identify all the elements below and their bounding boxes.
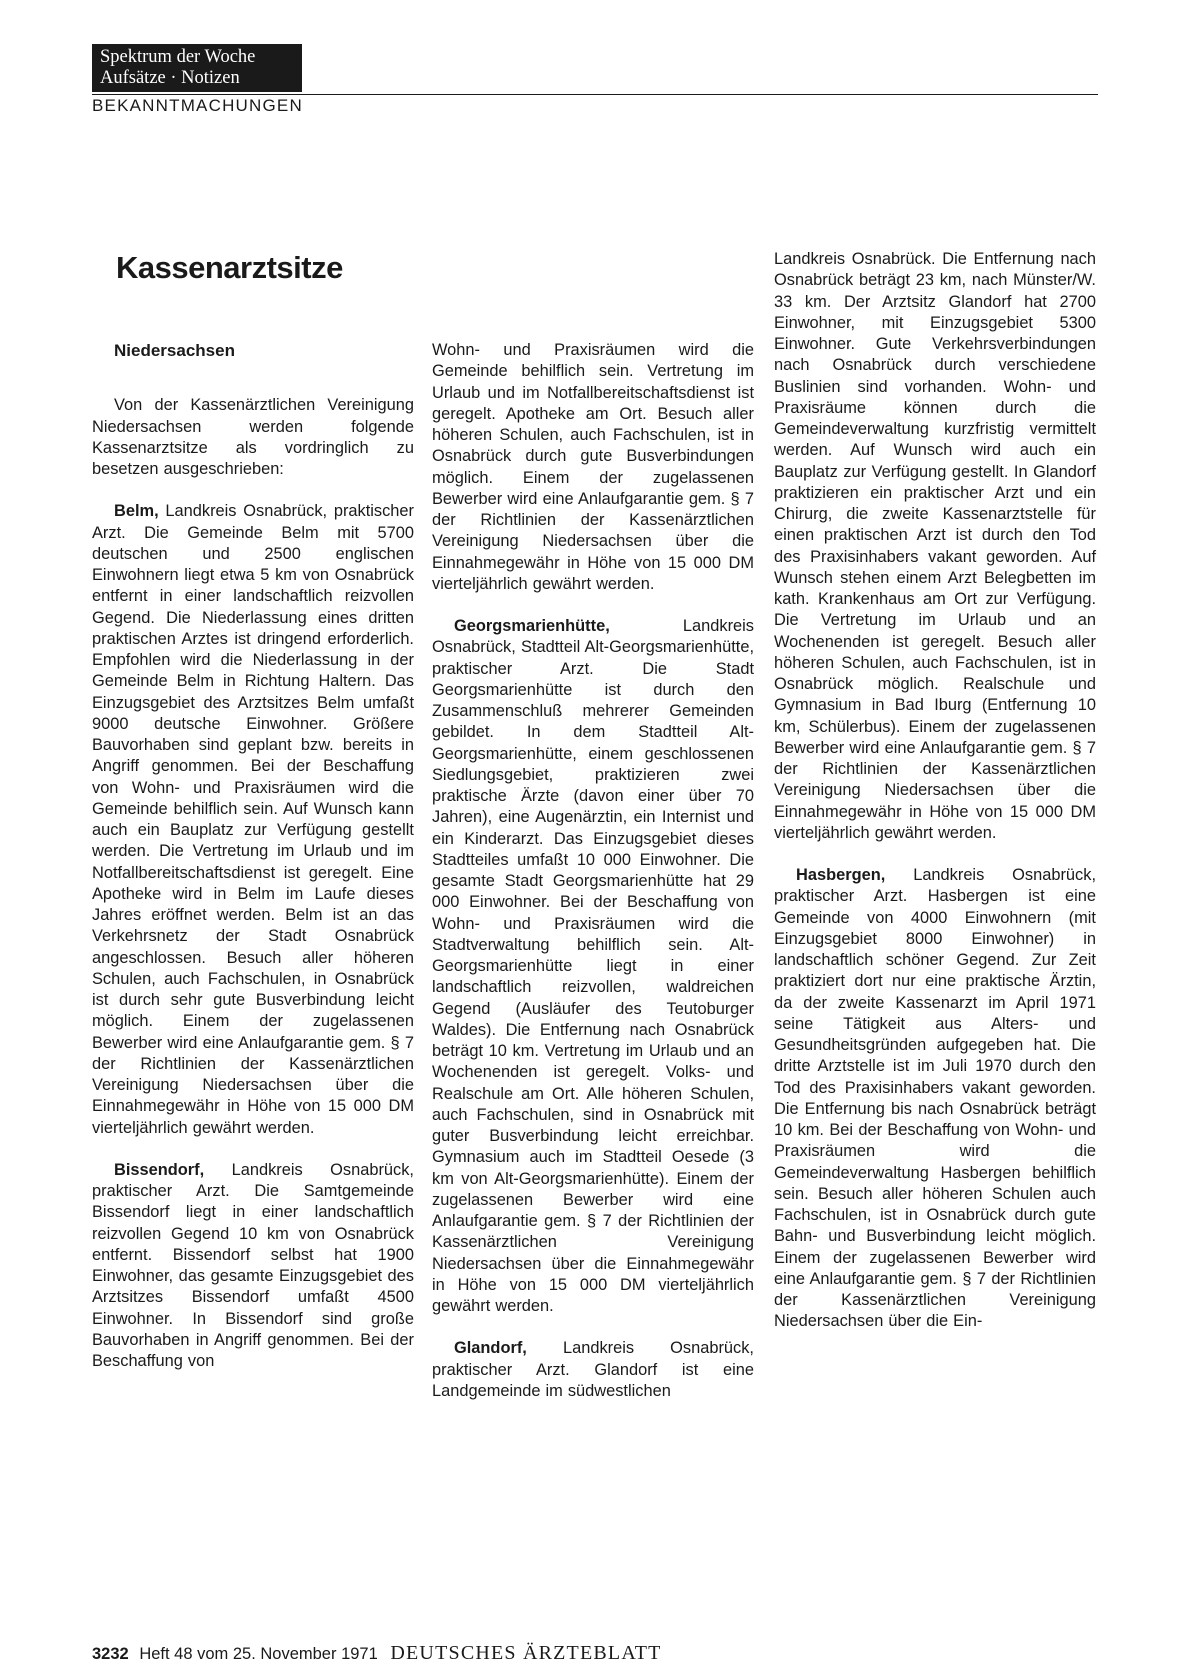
region-subheading: Niedersachsen — [114, 341, 235, 360]
entry-belm-text: Landkreis Osnabrück, praktischer Arzt. Die Gemeinde Belm mit 5700 deutschen und 2500 englischen Einwohnern liegt etwa 5 km von Osnabrück entfernt in einer landschaftlich reizvollen Gegend. Die Niederlassung eines dritten praktischen Arztes ist dringend erforderlich. Empfohlen wird die Niederlassung in der Gemeinde Belm in Richtung Haltern. Das Einzugsgebiet des Arztsitzes Belm umfaßt 9000 deutsche Einwohner. Größere Bauvorhaben sind geplant bzw. bereits in Angriff genommen. Bei der Beschaffung von Wohn- und Praxisräumen wird die Gemeinde behilflich sein. Auf Wunsch kann auch ein Bauplatz zur Verfügung gestellt werden. Die Vertretung im Urlaub und im Notfallbereitschaftsdienst ist geregelt. Eine Apotheke wird in Belm im Laufe dieses Jahres eröffnet werden. Belm ist an das Verkehrsnetz der Stadt Osnabrück angeschlossen. Besuch aller höheren Schulen, auch Fachschulen, in Osnabrück ist durch sehr gute Busverbindung leicht möglich. Einem der zugelassenen Bewerber wird eine Anlaufgarantie gem. § 7 der Richtlinien der Kassenärztlichen Vereinigung Niedersachsen über die Einnahmegewähr in Höhe von 15 000 DM vierteljährlich gewährt werden. — [92, 502, 414, 1137]
entry-glandorf — [432, 1338, 754, 1402]
intro-paragraph: Von der Kassenärztlichen Vereinigung Niedersachsen werden folgende Kassenarztsitze als vordringlich zu besetzen ausgeschrieben: — [92, 396, 414, 478]
column-1 — [92, 340, 414, 1393]
entry-georgsmarienhuette — [432, 616, 754, 1317]
entry-bissendorf-continuation: Wohn- und Praxisräumen wird die Gemeinde behilflich sein. Vertretung im Urlaub und im Notfallbereitschaftsdienst ist geregelt. Apotheke am Ort. Besuch aller höheren Schulen, auch Fachschulen, ist in Osnabrück durch gute Busverbindungen möglich. Einem der zugelassenen Bewerber wird eine Anlaufgarantie gem. § 7 der Richtlinien der Kassenärztlichen Vereinigung Niedersachsen über die Einnahmegewähr in Höhe von 15 000 DM vierteljährlich gewährt werden. — [432, 341, 754, 593]
entry-bissendorf-place: Bissendorf, — [114, 1160, 205, 1179]
header-rule — [92, 94, 1098, 95]
entry-glandorf-text: Landkreis Osnabrück, praktischer Arzt. Glandorf ist eine Landgemeinde im südwestlichen — [432, 1339, 754, 1400]
column-2 — [432, 340, 754, 1423]
entry-belm-place: Belm, — [114, 502, 159, 521]
entry-bissendorf — [92, 1160, 414, 1373]
section-badge-line-2: Aufsätze · Notizen — [100, 68, 240, 88]
issue-info: Heft 48 vom 25. November 1971 — [139, 1645, 378, 1663]
entry-glandorf-place: Glandorf, — [454, 1339, 527, 1358]
page-number: 3232 — [92, 1645, 129, 1663]
entry-bissendorf-text: Landkreis Osnabrück, praktischer Arzt. Die Samtgemeinde Bissendorf liegt in einer landschaftlich reizvollen Gegend 10 km von Osnabrück entfernt. Bissendorf selbst hat 1900 Einwohner, das gesamte Einzugsgebiet des Arztsitzes Bissendorf umfaßt 4500 Einwohner. In Bissendorf sind große Bauvorhaben in Angriff genommen. Bei der Beschaffung von — [92, 1160, 414, 1370]
entry-georgsmarienhuette-text: Landkreis Osnabrück, Stadtteil Alt-Georgsmarienhütte, praktischer Arzt. Die Stadt Georgsmarienhütte ist durch den Zusammenschluß mehrerer Gemeinden gebildet. In dem Stadtteil Alt-Georgsmarienhütte, einem geschlossenen Siedlungsgebiet, praktizieren zwei praktische Ärzte (davon einer über 70 Jahren), eine Augenärztin, ein Internist und ein Kinderarzt. Das Einzugsgebiet dieses Stadtteiles umfaßt 10 000 Einwohner. Die gesamte Stadt Georgsmarienhütte hat 29 000 Einwohner. Bei der Beschaffung von Wohn- und Praxisräumen wird die Stadtverwaltung behilflich sein. Alt-Georgsmarienhütte liegt in einer landschaftlich reizvollen, waldreichen Gegend (Ausläufer des Teutoburger Waldes). Die Entfernung nach Osnabrück beträgt 10 km. Vertretung im Urlaub und an Wochenenden ist geregelt. Volks- und Realschule am Ort. Alle höheren Schulen, auch Fachschulen, sind in Osnabrück mit guter Busverbindung leicht erreichbar. Gymnasium auch im Stadtteil Oesede (3 km von Alt-Georgsmarienhütte). Einem der zugelassenen Bewerber wird eine Anlaufgarantie gem. § 7 der Richtlinien der Kassenärztlichen Vereinigung Niedersachsen über die Einnahmegewähr in Höhe von 15 000 DM vierteljährlich gewährt werden. — [432, 617, 754, 1315]
section-badge-line-1: Spektrum der Woche — [100, 47, 256, 67]
article-title: Kassenarztsitze — [116, 250, 343, 285]
column-3 — [774, 249, 1096, 1354]
entry-hasbergen — [774, 865, 1096, 1333]
section-label: BEKANNTMACHUNGEN — [92, 96, 303, 115]
entry-glandorf-continuation: Landkreis Osnabrück. Die Entfernung nach Osnabrück beträgt 23 km, nach Münster/W. 33 km. Der Arztsitz Glandorf hat 2700 Einwohner, mit Einzugsgebiet 5300 Einwohner. Gute Verkehrsverbindungen nach Osnabrück durch verschiedene Buslinien sind vorhanden. Wohn- und Praxisräume können durch die Gemeindeverwaltung kurzfristig vermittelt werden. Auf Wunsch wird auch ein Bauplatz zur Verfügung gestellt. In Glandorf praktizieren ein praktischer Arzt und ein Chirurg, die zweite Kassenarztstelle für einen praktischen Arzt ist durch den Tod des Praxisinhabers vakant geworden. Auf Wunsch stehen einem Arzt Belegbetten im kath. Krankenhaus am Ort zur Verfügung. Die Vertretung im Urlaub und an Wochenenden ist geregelt. Besuch aller höheren Schulen, auch Fachschulen, ist in Osnabrück möglich. Realschule und Gymnasium in Bad Iburg (Entfernung 10 km, Schülerbus). Einem der zugelassenen Bewerber wird eine Anlaufgarantie gem. § 7 der Richtlinien der Kassenärztlichen Vereinigung Niedersachsen über die Einnahmegewähr in Höhe von 15 000 DM vierteljährlich gewährt werden. — [774, 250, 1096, 842]
page-footer — [92, 1642, 662, 1665]
entry-georgsmarienhuette-place: Georgsmarienhütte, — [454, 617, 610, 635]
entry-belm — [92, 501, 414, 1139]
journal-name: DEUTSCHES ÄRZTEBLATT — [390, 1642, 662, 1664]
entry-hasbergen-text: Landkreis Osnabrück, praktischer Arzt. Hasbergen ist eine Gemeinde von 4000 Einwohnern (mit Einzugsgebiet 8000 Einwohner) in landschaftlich schöner Gegend. Zur Zeit praktiziert dort nur eine praktische Ärztin, da der zweite Kassenarzt im April 1971 seine Tätigkeit aus Alters- und Gesundheitsgründen aufgegeben hat. Die dritte Arztstelle ist im Juli 1970 durch den Tod des Praxisinhabers vakant geworden. Die Entfernung bis nach Osnabrück beträgt 10 km. Bei der Beschaffung von Wohn- und Praxisräumen wird die Gemeindeverwaltung Hasbergen behilflich sein. Besuch aller höheren Schulen auch Fachschulen, ist in Osnabrück durch gute Bahn- und Busverbindung leicht möglich. Einem der zugelassenen Bewerber wird eine Anlaufgarantie gem. § 7 der Richtlinien der Kassenärztlichen Vereinigung Niedersachsen über die Ein- — [774, 866, 1096, 1331]
section-badge — [92, 44, 302, 92]
entry-hasbergen-place: Hasbergen, — [796, 866, 886, 884]
